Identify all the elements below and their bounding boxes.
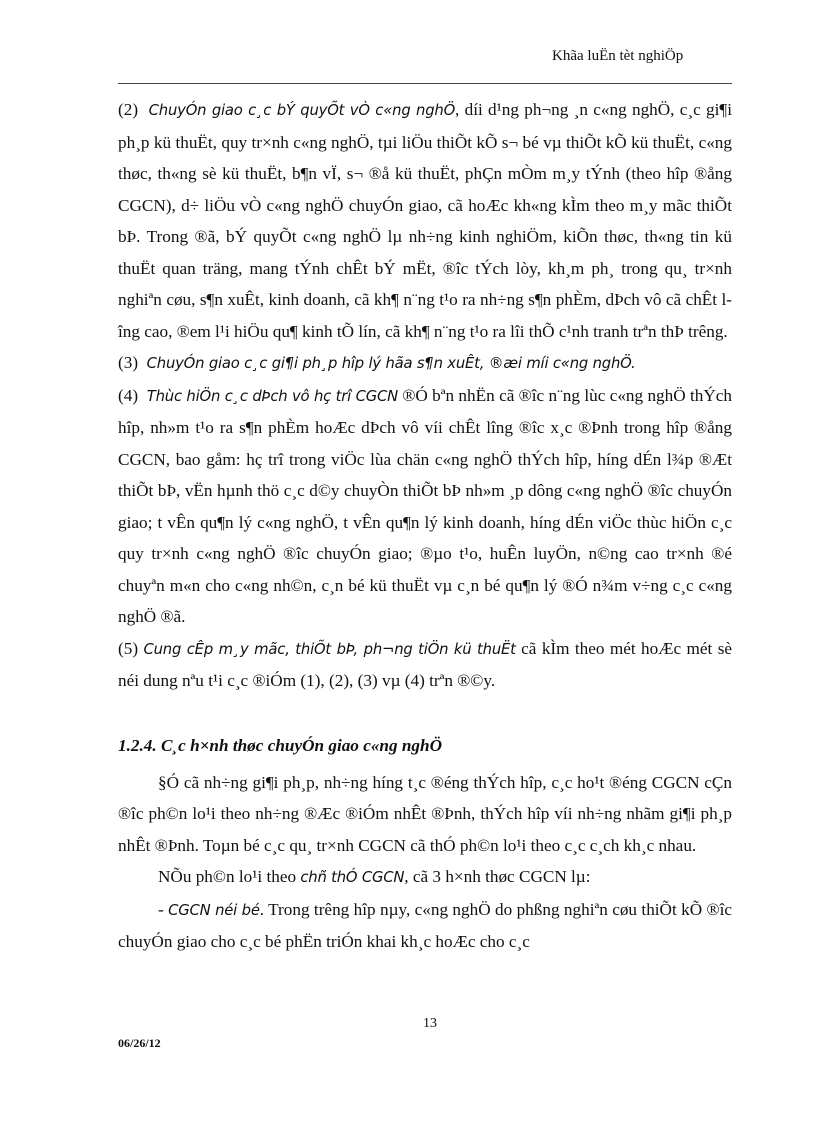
- paragraph-lead: NÕu ph©n lo¹i theo: [158, 867, 301, 886]
- paragraph-tail: . Trong trêng hîp nµy, c«ng nghÖ do phßng nghiªn cøu thiÕt kÕ ®îc chuyÓn giao cho c¸c bé phËn triÓn khai kh¸c hoÆc cho c¸c: [118, 899, 732, 951]
- section-paragraph-3: [118, 894, 732, 958]
- paragraph-item-3: [118, 347, 732, 380]
- item-emphasis: Thùc hiÖn c¸c dÞch vô hç trî CGCN: [146, 387, 398, 405]
- item-emphasis: Cung cÊp m¸y mãc, thiÕt bÞ, ph¬ng tiÖn kü thuËt: [143, 640, 516, 658]
- dash-bullet: -: [158, 899, 169, 919]
- section-heading: 1.2.4. C¸c h×nh thøc chuyÓn giao c«ng nghÖ: [118, 735, 442, 755]
- paragraph-item-2: [118, 94, 732, 347]
- footer-date: 06/26/12: [118, 1036, 161, 1050]
- item-emphasis: ChuyÓn giao c¸c gi¶i ph¸p hîp lý hãa s¶n xuÊt, ®æi míi c«ng nghÖ.: [146, 355, 636, 372]
- header-rule: [118, 83, 732, 84]
- item-number: (5): [118, 638, 139, 658]
- paragraph-emphasis: chñ thÓ CGCN: [300, 869, 405, 886]
- paragraph-tail: , cã 3 h×nh thøc CGCN lµ:: [404, 867, 591, 886]
- page-number: 13: [423, 1016, 437, 1031]
- item-number: (4): [118, 385, 139, 405]
- running-header: Khãa luËn tèt nghiÖp: [552, 48, 684, 64]
- item-number: (2): [118, 100, 139, 119]
- item-text: ®Ó bªn nhËn cã ®îc n¨ng lùc c«ng nghÖ thÝch hîp, nh»m t¹o ra s¶n phÈm hoÆc dÞch vô víi chÊt lîng ®îc x¸c ®Þnh trong hîp ®ång CGCN, bao gåm: hç trî trong viÖc lùa chän c«ng nghÖ thÝch hîp, híng dÉn l¾p ®Æt thiÕt bÞ, vËn hµnh thö c¸c d©y chuyÒn thiÕt bÞ nh»m ¸p dông c«ng nghÖ ®îc chuyÓn giao; t vÊn qu¶n lý c«ng nghÖ, t vÊn qu¶n lý kinh doanh, híng dÉn viÖc thùc hiÖn c¸c quy tr×nh c«ng nghÖ ®îc chuyÓn giao; ®µo t¹o, huÊn luyÖn, n©ng cao tr×nh ®é chuyªn m«n cho c«ng nh©n, c¸n bé kü thuËt vµ c¸n bé qu¶n lý ®Ó n¾m v÷ng c¸c c«ng nghÖ ®ã.: [118, 385, 732, 626]
- section-paragraph-2: [118, 861, 732, 894]
- paragraph-emphasis: CGCN néi bé: [168, 901, 260, 919]
- document-body: [118, 94, 732, 958]
- section-paragraph-1: §Ó cã nh÷ng gi¶i ph¸p, nh÷ng híng t¸c ®éng thÝch hîp, c¸c ho¹t ®éng CGCN cÇn ®îc ph©n lo¹i theo nh÷ng ®Æc ®iÓm nhÊt ®Þnh, thÝch hîp víi nh÷ng nhãm gi¶i ph¸p nhÊt ®Þnh. Toµn bé c¸c qu¸ tr×nh CGCN cã thÓ ph©n lo¹i theo c¸c c¸ch kh¸c nhau.: [118, 772, 732, 855]
- item-text: cã kÌm theo mét hoÆc mét sè néi dung nªu t¹i c¸c ®iÓm (1), (2), (3) vµ (4) trªn ®©y.: [118, 638, 733, 690]
- item-text: , díi d¹ng ph¬ng ¸n c«ng nghÖ, c¸c gi¶i ph¸p kü thuËt, quy tr×nh c«ng nghÖ, tµi liÖu thiÕt kÕ s¬ bé vµ thiÕt kÕ kü thuËt, c«ng thøc, th«ng sè kü thuËt, b¶n vÏ, s¬ ®å kü thuËt, phÇn mÒm m¸y tÝnh (theo hîp ®ång CGCN), d÷ liÖu vÒ c«ng nghÖ chuyÓn giao, cã hoÆc kh«ng kÌm theo m¸y mãc thiÕt bÞ. Trong ®ã, bÝ quyÕt c«ng nghÖ lµ nh÷ng kinh nghiÖm, kiÕn thøc, th«ng tin kü thuËt quan träng, mang tÝnh chÊt bÝ mËt, ®îc tÝch lòy, kh¸m ph¸ trong qu¸ tr×nh nghiªn cøu, s¶n xuÊt, kinh doanh, cã kh¶ n¨ng t¹o ra nh÷ng s¶n phÈm, dÞch vô cã chÊt lîng cao, ®em l¹i hiÖu qu¶ kinh tÕ lín, cã kh¶ n¨ng t¹o ra lîi thÕ c¹nh tranh trªn thÞ trêng.: [118, 100, 732, 341]
- paragraph-item-4: [118, 380, 732, 633]
- paragraph-item-5: [118, 633, 732, 697]
- item-number: (3): [118, 353, 139, 372]
- item-emphasis: ChuyÓn giao c¸c bÝ quyÕt vÒ c«ng nghÖ: [148, 102, 456, 119]
